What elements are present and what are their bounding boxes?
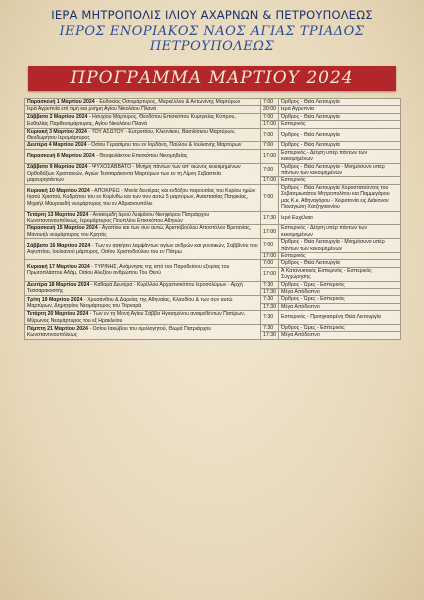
schedule-row [25, 211, 401, 225]
schedule-table [24, 98, 401, 340]
day-date: Παρασκευή 15 Μαρτίου 2024 [27, 225, 98, 232]
service-name: Μέγα Απόδειπνο [279, 288, 401, 295]
schedule-row [25, 311, 401, 325]
service-time: 7:00 [261, 260, 279, 267]
schedule-row [25, 184, 401, 211]
day-description [25, 142, 261, 149]
feast-text: Ιερά Αγρυπνία επί τιμή και μνήμη Αγίου Νικολάου Πλανά [27, 106, 157, 113]
service-name: Εσπερινός [279, 121, 401, 128]
feast-text: - Ησυχίου Μάρτυρος, Θεοδότου Επισκόπου Κυρηνείας Κύπρου, Ευθαλίας Παρθενομάρτυρος, Αγίου Νικολάου Πλανά [27, 114, 236, 127]
schedule-row [25, 260, 401, 267]
day-date: Κυριακή 3 Μαρτίου 2024 [27, 128, 87, 135]
day-description [25, 163, 261, 184]
feast-text: - Χρυσάνθου & Δαρείας της Αθηναίας, Κλαυδίου & των συν αυτώ Μαρτύρων, Δημητρίου Νεομάρτυρος του Τορναρά [27, 296, 233, 310]
schedule-row [25, 113, 401, 120]
service-time: 20:00 [261, 106, 279, 113]
day-date: Σάββατο 2 Μαρτίου 2024 [27, 114, 88, 121]
service-name: Όρθρος - Ώρες - Εσπερινός [279, 325, 401, 332]
service-time: 17:30 [261, 303, 279, 310]
day-date: Δευτέρα 18 Μαρτίου 2024 [27, 282, 90, 289]
service-time: 7:00 [261, 113, 279, 120]
metropolis-title: ΙΕΡΑ ΜΗΤΡΟΠΟΛΙΣ ΙΛΙΟΥ ΑΧΑΡΝΩΝ & ΠΕΤΡΟΥΠΟΛΕΩΣ [51, 8, 373, 22]
service-time: 7:30 [261, 325, 279, 332]
feast-text: - Ανακομιδή Ιερού Λειψάνου Νικηφόρου Πατριάρχου Κωνσταντινουπόλεως, Ιερομάρτυρος Πουπλίου Επισκόπου Αθηνών [27, 211, 210, 224]
service-name: Μέγα Απόδειπνο [279, 332, 401, 339]
day-description [25, 281, 261, 296]
schedule-row [25, 99, 401, 106]
day-description [25, 239, 261, 260]
service-time: 17:00 [261, 149, 279, 163]
service-name: Εσπερινός [279, 252, 401, 259]
service-time: 17:30 [261, 332, 279, 339]
feast-text: - Οσίου Γερασίμου του εν Ιορδάνη, Παύλου & Ιουλιανής Μαρτύρων [86, 142, 242, 149]
service-time: 17:30 [261, 288, 279, 295]
schedule-row [25, 281, 401, 288]
day-description [25, 260, 261, 281]
service-name: Όρθρος - Θεία Λειτουργία [279, 260, 401, 267]
service-time: 17:00 [261, 267, 279, 281]
day-description [25, 113, 261, 128]
schedule-row [25, 128, 401, 142]
service-name: Εσπερινός - Προηγιασμένη Θεία Λειτουργία [279, 311, 401, 325]
feast-text: - ΤΥΡΙΝΗΣ, Ανάμνησις της από του Παραδείσου εξορίας του Πρωτοπλάστου Αδάμ, Οσίου Αλεξίου ανθρώπου Του Θεού [27, 264, 230, 277]
service-time: 7:00 [261, 142, 279, 149]
day-date: Παρασκευή 8 Μαρτίου 2024 [27, 153, 95, 160]
service-time: 17:00 [261, 252, 279, 259]
service-name: Εσπερινός [279, 177, 401, 184]
day-description [25, 99, 261, 106]
schedule-row [25, 225, 401, 239]
day-description [25, 225, 261, 239]
schedule-row [25, 296, 401, 303]
service-time: 7:00 [261, 239, 279, 253]
feast-text: - Ευδοκίας Οσιομάρτυρος, Μαρκέλλου & Αντωνίνης Μαρτύρων [94, 99, 241, 105]
day-description [25, 325, 261, 340]
day-description [25, 184, 261, 211]
day-date: Σάββατο 16 Μαρτίου 2024 [27, 242, 91, 249]
service-name: Όρθρος - Ώρες - Εσπερινός [279, 281, 401, 288]
service-name: Όρθρος - Θεία Λειτουργία - Μνημόσυνο υπέρ πάντων των κεκοιμημένων [279, 163, 401, 177]
service-time: 7:30 [261, 311, 279, 325]
service-name: Εσπερινός - Δέηση υπέρ πάντων των κεκοιμημένων [279, 225, 401, 239]
day-description [25, 106, 261, 113]
service-name: Ιερά Αγρυπνία [279, 106, 401, 113]
service-time: 7:00 [261, 128, 279, 142]
day-description [25, 296, 261, 311]
schedule-row [25, 325, 401, 332]
feast-text: - ΑΠΟΚΡΕΩ - Μνεία δευτέρας και ενδόξου παρουσίας του Κυρίου ημών Ιησού Χριστού, Κοδράτου του εν Κορίνθω και των συν αυτώ 5 μαρτύρων, Αναστασίας Πατρικίας, Μιχαήλ Μαυροειδή νεομάρτυρος του εν Αδριανουπόλει [27, 188, 256, 207]
day-date: Τετάρτη 13 Μαρτίου 2024 [27, 211, 89, 218]
feast-text: - Θεοφυλάκτου Επισκόπου Νικομηδείας [94, 153, 188, 160]
service-name: Όρθρος - Θεία Λειτουργία [279, 99, 401, 106]
service-time: 7:00 [261, 99, 279, 106]
schedule-row [25, 163, 401, 177]
day-date: Σάββατο 9 Μαρτίου 2024 [27, 164, 88, 171]
day-date: Κυριακή 17 Μαρτίου 2024 [27, 264, 90, 271]
schedule-row [25, 106, 401, 113]
service-time: 7:00 [261, 163, 279, 177]
service-name: Όρθρος - Θεία Λειτουργία [279, 128, 401, 142]
feast-text: - Αγαπίου και των συν αυτώ, Αριστοβούλου Αποστόλου Βρετανίας, Μανουήλ νεομάρτυρος του Κρητός [27, 225, 252, 238]
service-time: 7:30 [261, 281, 279, 288]
day-date: Δευτέρα 4 Μαρτίου 2024 [27, 142, 87, 149]
parish-title: ΙΕΡΟΣ ΕΝΟΡΙΑΚΟΣ ΝΑΟΣ ΑΓΙΑΣ ΤΡΙΑΔΟΣ ΠΕΤΡΟΥΠΟΛΕΩΣ [59, 24, 365, 54]
day-date: Παρασκευή 1 Μαρτίου 2024 [27, 99, 95, 105]
day-date: Πέμπτη 21 Μαρτίου 2024 [27, 325, 88, 332]
service-name: Ιερό Ευχέλαιο [279, 211, 401, 225]
feast-text: - ΨΥΧΟΣΑΒΒΑΤΟ - Μνήμη πάντων των απ' αιώνος κεκοιμημένων Ορθοδόξων Χριστιανών, Αγιών Τεσσαράκοντα Μαρτύρων των εν τη Λίμνη Σεβαστεία μαρτυρησάντων [27, 164, 241, 183]
service-name: Ά Κατανυκτικός Εσπερινός - Εσπερινός Συγχώρησης [279, 267, 401, 281]
schedule-row [25, 149, 401, 163]
service-name: Μέγα Απόδειπνο [279, 303, 401, 310]
feast-text: - Των εν ασκήσει λαμψάντων αγίων ανδρών και γυναικών, Σαββίνου του Αιγυπτίου, Ιουλιανού μάρτυρος, Οσίου Χριστοδούλου του εν Πάτμω [27, 242, 258, 256]
service-time: 17:30 [261, 211, 279, 225]
service-time: 17:00 [261, 225, 279, 239]
feast-text: - ΤΟΥ ΑΣΩΤΟΥ - Ευτροπίου, Κλεονίκου, Βασιλίσκου Μαρτύρων, Θεοδωρήτου Ιερομάρτυρος [27, 128, 236, 142]
service-name: Όρθρος - Θεία Λειτουργία Χοροστατούντος του Σεβασμιωτάτου Μητροπολίτου και Παμμεγάρου μας Κ.κ. Αθηναγόρου - Χειροτονία εις Διάκονον Παναγιώτη Χατζηγιαννίου [279, 184, 401, 211]
feast-text: - Των εν τη Μονή Αγίου Σάββα Ηγιασμένου αναιρεθέντων Πατέρων, Μύρωνος Νεομάρτυρος του εξ Ηρακλείου [27, 311, 246, 324]
service-name: Όρθρος - Θεία Λειτουργία [279, 142, 401, 149]
service-name: Όρθρος - Θεία Λειτουργία - Μνημόσυνο υπέρ πάντων των κεκοιμημένων [279, 239, 401, 253]
schedule-row [25, 142, 401, 149]
day-description [25, 311, 261, 325]
service-name: Όρθρος - Θεία Λειτουργία [279, 113, 401, 120]
day-date: Κυριακή 10 Μαρτίου 2024 [27, 188, 90, 195]
day-date: Τρίτη 19 Μαρτίου 2024 [27, 296, 83, 303]
feast-text: - Οσίου Ιακώβου του ομολογητού, Θωμά Πατριάρχου Κωνσταντινουπόλεως [27, 325, 212, 338]
program-banner: ΠΡΟΓΡΑΜΜΑ ΜΑΡΤΙΟΥ 2024 [28, 66, 396, 91]
service-name: Όρθρος - Ώρες - Εσπερινός [279, 296, 401, 303]
schedule-row [25, 239, 401, 253]
service-name: Εσπερινός - Δέηση υπέρ πάντων των κεκοιμημένων [279, 149, 401, 163]
service-time: 7:30 [261, 296, 279, 303]
day-description [25, 128, 261, 142]
feast-text: - Καθαρά Δευτέρα - Κυρίλλου Αρχιεπισκόπου Ιεροσολύμων - Αρχή Τεσσαρακοστής [27, 282, 243, 295]
service-time: 17:00 [261, 121, 279, 128]
day-description [25, 149, 261, 163]
day-date: Τετάρτη 20 Μαρτίου 2024 [27, 311, 89, 318]
service-time: 7:00 [261, 184, 279, 211]
service-time: 17:00 [261, 177, 279, 184]
day-description [25, 211, 261, 225]
